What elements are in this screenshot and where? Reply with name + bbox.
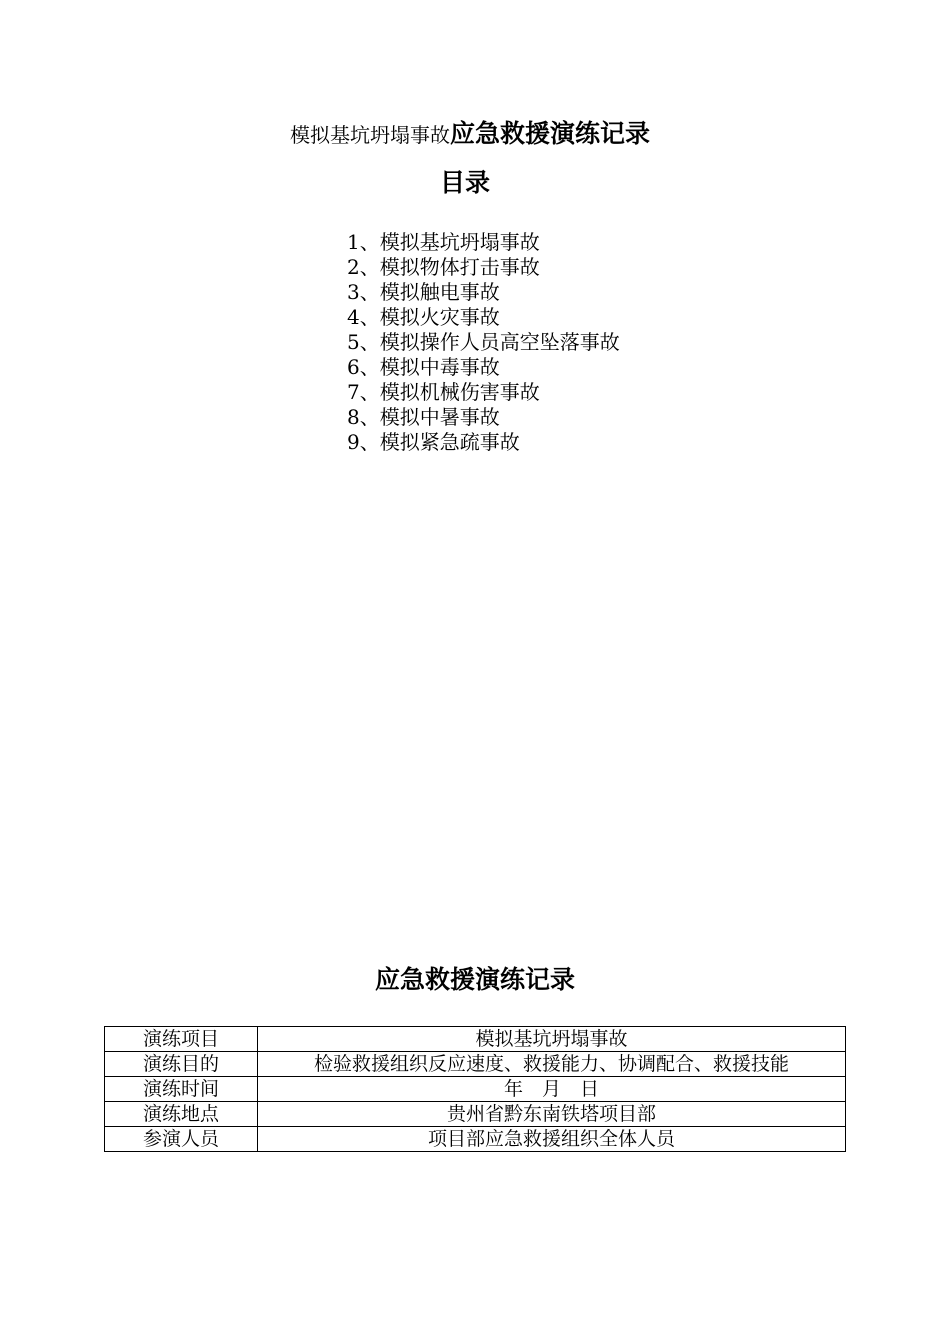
table-row (105, 1127, 846, 1152)
table-row (105, 1102, 846, 1127)
row-label: 演练目的 (105, 1052, 258, 1077)
toc-item: 6、模拟中毒事故 (347, 355, 500, 379)
drill-record-table (104, 1026, 846, 1152)
toc-item: 1、模拟基坑坍塌事故 (347, 230, 540, 254)
toc-item: 2、模拟物体打击事故 (347, 255, 540, 279)
toc-list (347, 230, 620, 455)
row-label: 演练项目 (105, 1027, 258, 1052)
document-title-bold: 应急救援演练记录 (449, 119, 650, 148)
document-title (0, 114, 940, 150)
table-row (105, 1052, 846, 1077)
row-value: 模拟基坑坍塌事故 (258, 1027, 846, 1052)
row-label: 参演人员 (105, 1127, 258, 1152)
row-label: 演练地点 (105, 1102, 258, 1127)
toc-item: 7、模拟机械伤害事故 (347, 380, 540, 404)
table-row (105, 1077, 846, 1102)
document-title-plain: 模拟基坑坍塌事故 (289, 123, 450, 147)
toc-item: 3、模拟触电事故 (347, 280, 500, 304)
toc-item: 8、模拟中暑事故 (347, 405, 500, 429)
row-label: 演练时间 (105, 1077, 258, 1102)
toc-heading: 目录 (439, 168, 490, 197)
toc-item: 9、模拟紧急疏事故 (347, 430, 520, 454)
row-value: 贵州省黔东南铁塔项目部 (258, 1102, 846, 1127)
toc-item: 4、模拟火灾事故 (347, 305, 500, 329)
row-value: 项目部应急救援组织全体人员 (258, 1127, 846, 1152)
record-heading: 应急救援演练记录 (374, 965, 575, 994)
row-value: 检验救援组织反应速度、救援能力、协调配合、救援技能 (258, 1052, 846, 1077)
row-value: 年 月 日 (258, 1077, 846, 1102)
table-row (105, 1027, 846, 1052)
toc-item: 5、模拟操作人员高空坠落事故 (347, 330, 620, 354)
